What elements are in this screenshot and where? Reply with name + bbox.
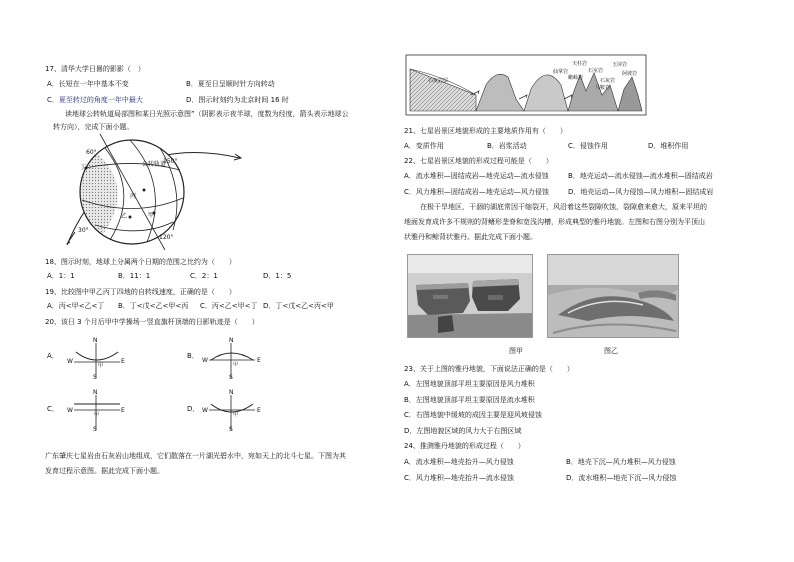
compass-w: W xyxy=(202,357,208,364)
q17-option-a: A．长短在一年中基本不变 xyxy=(47,80,129,88)
q20-option-b: B． xyxy=(187,352,199,360)
intro-qixingyan: 广东肇庆七星岩由石灰岩山地组成，它们散落在一片湖光碧水中，宛如天上的北斗七星。下图为其 xyxy=(45,452,346,460)
q18-option-c: C．2：1 xyxy=(190,272,218,280)
q20-option-a: A． xyxy=(47,352,59,360)
q23-option-d: D．左图地貌区域的风力大于右图区域 xyxy=(404,427,522,435)
q22-stem: 22、七星岩景区地貌的形成过程可能是（ ） xyxy=(404,157,553,165)
q24-option-a: A．流水堆积—地壳抬升—风力侵蚀 xyxy=(404,458,514,466)
intro-qixingyan-cont: 发育过程示意图。据此完成下面小题。 xyxy=(45,467,164,475)
q24-option-c: C．风力堆积—地壳抬升—流水侵蚀 xyxy=(404,474,514,482)
q17-option-b: B．夏至日呈顺时针方向转动 xyxy=(186,80,275,88)
compass-e: E xyxy=(121,407,125,414)
q19-option-b: B．丁<戊<乙<甲<丙 xyxy=(118,302,189,310)
intro-yardang-cont2: 状雅丹和鲸背状雅丹。据此完成下面小题。 xyxy=(404,233,537,241)
compass-s: S xyxy=(93,426,97,433)
q24-stem: 24、推测雅丹地貌的形成过程（ ） xyxy=(404,442,525,450)
q21-option-a: A．变质作用 xyxy=(404,142,444,150)
longitude-120: 120° xyxy=(159,234,174,241)
fig2-label-maan: 马鞍岩 xyxy=(595,85,611,91)
q20-option-c: C． xyxy=(47,405,59,413)
q22-option-d: D．地壳运动—风力侵蚀—风力堆积—固结成岩 xyxy=(568,188,714,196)
fig2-label-xianzhang: 仙掌岩 xyxy=(553,69,569,75)
compass-e: E xyxy=(257,357,261,364)
fig2-label-limestone: 石灰岩 xyxy=(600,78,616,84)
compass-w: W xyxy=(67,358,73,365)
q24-option-d: D．流水堆积—地壳下沉—风力侵蚀 xyxy=(566,474,677,482)
fig2-label-shishi: 石室岩 xyxy=(588,68,604,74)
intro-yardang-cont1: 地面发育成许多不规则的背鳍形垄脊和宽浅沟槽，形成典型的雅丹地貌。左图和右图分别为平顶山 xyxy=(404,218,705,226)
compass-w: W xyxy=(67,407,73,414)
caption-fig-jia: 图甲 xyxy=(509,347,523,355)
q17-option-c: C．夏至转过的角度一年中最大 xyxy=(47,96,143,104)
caption-fig-yi: 图乙 xyxy=(604,347,618,355)
intro-orbit: 读地球公转轨道局部图和某日光照示意图”（阴影表示夜半球，度数为经度，箭头表示地球公 xyxy=(65,110,349,118)
q19-option-a: A．丙<甲<乙<丁 xyxy=(47,302,105,310)
point-jia: 甲 xyxy=(233,412,239,418)
q23-stem: 23、关于上图的雅丹地貌，下面说法正确的是（ ） xyxy=(404,365,574,373)
compass-s: S xyxy=(229,426,233,433)
q18-stem: 18、图示时刻，地球上分属两个日期的范围之比约为（ ） xyxy=(45,258,236,266)
fig2-label-tianzhu: 天柱岩 xyxy=(572,61,588,67)
q23-option-a: A．左图地貌顶部平坦主要原因是风力堆积 xyxy=(404,380,535,388)
q19-option-d: D．丁<戊<乙<丙<甲 xyxy=(263,302,334,310)
point-jia: 甲 xyxy=(148,212,155,219)
compass-s: S xyxy=(93,374,97,381)
intro-yardang: 在极干旱地区，干涸的湖底常因干缩裂开，风沿着这些裂隙吹蚀，裂隙愈来愈大，原来平坦的 xyxy=(420,203,707,211)
point-ding: 丁 xyxy=(80,164,87,171)
compass-n: N xyxy=(229,337,234,344)
q19-stem: 19、比较图中甲乙丙丁四地的自转线速度，正确的是（ ） xyxy=(45,288,236,296)
point-jia: 甲 xyxy=(98,363,104,369)
q21-stem: 21、七星岩景区地貌形成的主要地质作用有（ ） xyxy=(404,127,567,135)
yardang-photo-right xyxy=(547,254,679,338)
yardang-photo-left xyxy=(407,254,533,338)
compass-w: W xyxy=(202,407,208,414)
point-jia: 甲 xyxy=(233,362,239,368)
compass-e: E xyxy=(257,407,261,414)
compass-n: N xyxy=(229,389,234,396)
intro-orbit-cont: 转方向），完成下面小题。 xyxy=(53,123,134,131)
compass-s: S xyxy=(229,374,233,381)
q23-option-b: B．左图地貌顶部平坦主要原因是流水堆积 xyxy=(404,396,535,404)
q17-stem: 17、清华大学日晷的影影（ ） xyxy=(45,65,145,73)
point-jia: 甲 xyxy=(94,412,100,418)
point-yi: 乙 xyxy=(121,213,128,220)
q21-option-b: B．岩浆活动 xyxy=(487,142,527,150)
longitude-150: 150° xyxy=(163,158,178,165)
q18-option-b: B．11：1 xyxy=(118,272,151,280)
q18-option-d: D．1：5 xyxy=(263,272,292,280)
longitude-30: 30° xyxy=(78,227,89,234)
q21-option-d: D．堆积作用 xyxy=(648,142,689,150)
compass-e: E xyxy=(121,358,125,365)
compass-n: N xyxy=(93,337,98,344)
q20-option-d: D． xyxy=(187,405,200,413)
fig2-label-yuping: 玉屏岩 xyxy=(612,62,628,68)
point-bing: 丙 xyxy=(130,193,137,200)
orbit-label: 公转轨道 xyxy=(142,161,167,168)
q22-option-a: A．流水堆积—固结成岩—地壳运动—流水侵蚀 xyxy=(404,172,549,180)
q17-option-d: D．图示时刻约为北京时间 16 时 xyxy=(186,96,289,104)
q24-option-b: B．地壳下沉—风力堆积—风力侵蚀 xyxy=(566,458,676,466)
q18-option-a: A．1：1 xyxy=(47,272,75,280)
fig2-label-apo: 阿坡岩 xyxy=(622,71,638,77)
q22-option-b: B．地壳运动—流水侵蚀—流水堆积—固结成岩 xyxy=(568,172,713,180)
q19-option-c: C．丙<乙<甲<丁 xyxy=(200,302,258,310)
q21-option-c: C．侵蚀作用 xyxy=(568,142,608,150)
longitude-60: 60° xyxy=(86,149,97,156)
compass-n: N xyxy=(93,389,98,396)
fig2-label-chanchu: 蟾蜍岩 xyxy=(568,75,584,81)
q20-stem: 20、该日 3 个月后甲中学操场一竖直旗杆顶端的日影轨迹是（ ） xyxy=(45,318,259,326)
q22-option-c: C．风力堆积—固结成岩—地壳运动—风力侵蚀 xyxy=(404,188,549,196)
fig2-label-limestone-layer: 石灰岩层 xyxy=(428,78,449,84)
q23-option-c: C．右图地貌中缓坡的成因主要是迎风坡侵蚀 xyxy=(404,411,542,419)
